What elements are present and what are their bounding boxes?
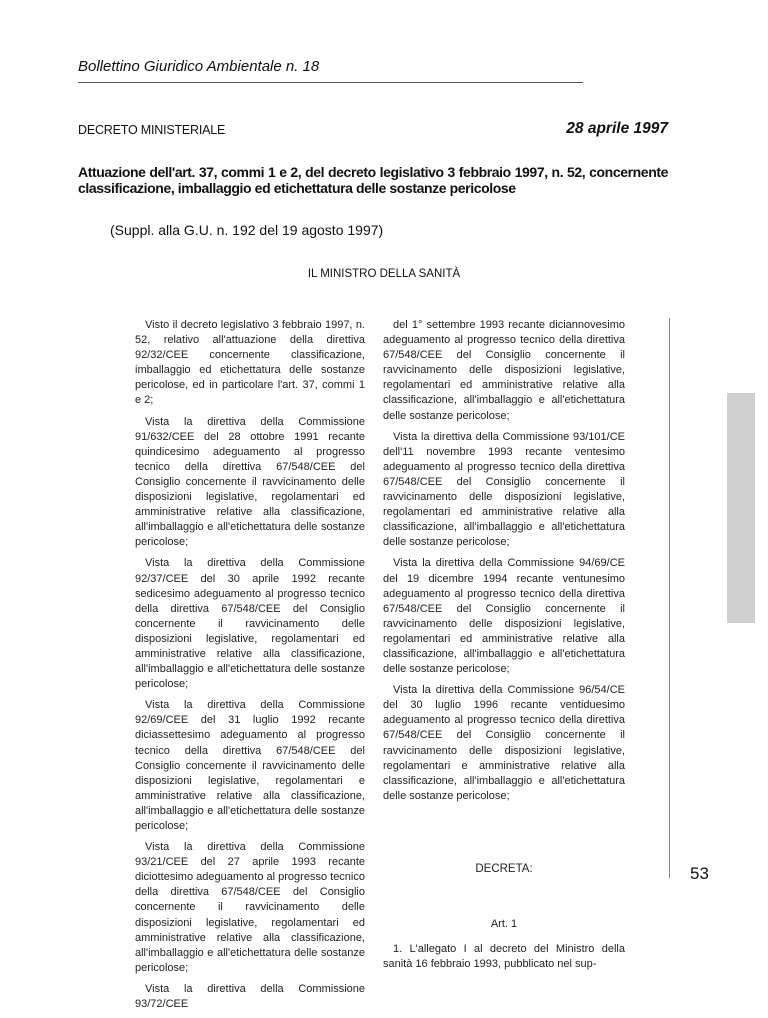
article-text: 1. L'allegato I al decreto del Ministro della sanità 16 febbraio 1993, pubblicato nel sup-: [383, 943, 625, 971]
paragraph: Vista la direttiva della Commissione 93/21/CEE del 27 aprile 1993 recante diciottesimo adeguamento al progresso tecnico della direttiva 67/548/CEE del Consiglio concernente il ravvicinamento delle disposizioni legislative, regolamentari ed amministrative relative alla classificazione, all'imballaggio e all'etichettatura delle sostanze pericolose;: [135, 841, 365, 974]
paragraph: Vista la direttiva della Commissione 94/69/CE del 19 dicembre 1994 recante ventunesimo adeguamento al progresso tecnico della direttiva 67/548/CEE del Consiglio concernente il ravvicinamento delle disposizioni legislative, regolamentari ed amministrative relative alla classificazione, all'imballaggio e all'etichettatura delle sostanze pericolose;: [383, 557, 625, 676]
paragraph: Vista la direttiva della Commissione 96/54/CE del 30 luglio 1996 recante ventiduesimo adeguamento al progresso tecnico della direttiva 67/548/CEE del Consiglio concernente il ravvicinamento delle disposizioni legislative, regolamentari e amministrative relative alla classificazione, all'imballaggio e all'etichettatura delle sostanze pericolose;: [383, 684, 625, 802]
document-type: DECRETO MINISTERIALE: [78, 123, 226, 137]
page-edge-tab: [727, 393, 755, 623]
document-date: 28 aprile 1997: [566, 120, 668, 137]
article-heading: Art. 1: [490, 918, 518, 930]
column-margin-rule: [669, 318, 670, 878]
decreta-heading: DECRETA:: [475, 862, 533, 875]
page-number: 53: [690, 864, 709, 883]
paragraph: Visto il decreto legislativo 3 febbraio 1997, n. 52, relativo all'attuazione della direttiva 92/32/CEE concernente classificazione, imballaggio ed etichettatura delle sostanze pericolose, ed in particolare l'art. 37, commi 1 e 2;: [135, 319, 365, 407]
paragraph: Vista la direttiva della Commissione 92/37/CEE del 30 aprile 1992 recante sedicesimo adeguamento al progresso tecnico della direttiva 67/548/CEE del Consiglio concernente il ravvicinamento delle disposizioni legislative, regolamentari ed amministrative relative alla classificazione, all'imballaggio e all'etichettatura delle sostanze pericolose;: [135, 557, 365, 691]
paragraph: Vista la direttiva della Commissione 93/72/CEE: [135, 982, 365, 1011]
journal-title: Bollettino Giuridico Ambientale n. 18: [78, 58, 320, 75]
paragraph: Vista la direttiva della Commissione 91/632/CEE del 28 ottobre 1991 recante quindicesimo adeguamento al progresso tecnico della direttiva 67/548/CEE del Consiglio concernente il ravvicinamento delle disposizioni legislative, regolamentari ed amministrative relative alla classificazione, all'imballaggio e all'etichettatura delle sostanze pericolose;: [135, 415, 365, 549]
paragraph: Vista la direttiva della Commissione 92/69/CEE del 31 luglio 1992 recante diciassettesimo adeguamento al progresso tecnico della direttiva 67/548/CEE del Consiglio concernente il ravvicinamento delle disposizioni legislative, regolamentari e amministrative relative alla classificazione, all'imballaggio e all'etichettatura delle sostanze pericolose;: [135, 699, 365, 832]
issuing-authority: IL MINISTRO DELLA SANITÀ: [307, 268, 461, 280]
right-column: [383, 318, 625, 978]
left-column: [135, 318, 365, 1018]
document-title: Attuazione dell'art. 37, commi 1 e 2, del decreto legislativo 3 febbraio 1997, n. 52, concernente classificazione, imballaggio ed etichettatura delle sostanze pericolose: [78, 164, 668, 196]
paragraph: del 1° settembre 1993 recante diciannovesimo adeguamento al progresso tecnico della direttiva 67/548/CEE del Consiglio concernente il ravvicinamento delle disposizioni legislative, regolamentari ed amministrative relative alla classificazione, all'imballaggio e all'etichettatura delle sostanze pericolose;: [383, 319, 625, 422]
paragraph: Vista la direttiva della Commissione 93/101/CE dell'11 novembre 1993 recante ventesimo adeguamento al progresso tecnico della direttiva 67/548/CEE del Consiglio concernente il ravvicinamento delle disposizioni legislative, regolamentari ed amministrative relative alla classificazione, all'imballaggio e all'etichettatura delle sostanze pericolose;: [383, 430, 625, 549]
document-source: (Suppl. alla G.U. n. 192 del 19 agosto 1997): [110, 222, 384, 238]
header-divider: [78, 82, 583, 83]
